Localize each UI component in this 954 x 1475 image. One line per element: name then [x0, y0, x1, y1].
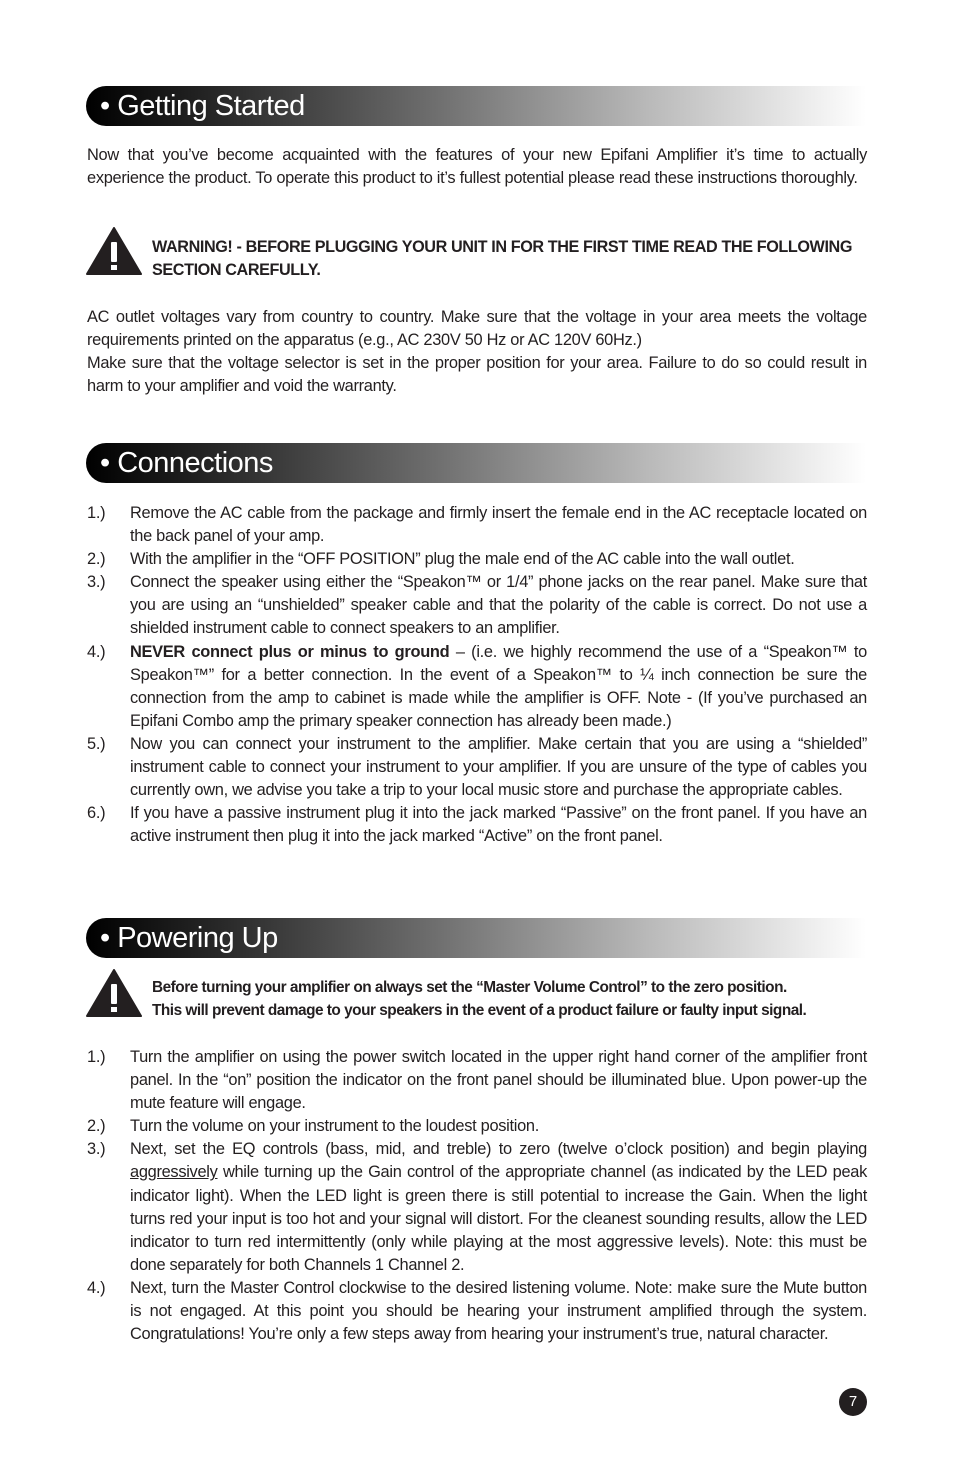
warning-first-use: WARNING! - BEFORE PLUGGING YOUR UNIT IN FOR THE FIRST TIME READ THE FOLLOWING SECTION CAREFULLY. [152, 238, 853, 279]
warning-triangle-icon [86, 226, 142, 276]
section-header-connections: • Connections [86, 443, 866, 483]
warning-master-volume [152, 976, 868, 1022]
list-item: 2.) With the amplifier in the “OFF POSITION” plug the male end of the AC cable into the wall outlet. [87, 550, 795, 569]
list-item: 3.) Connect the speaker using either the “Speakon™ or 1/4” phone jacks on the rear panel. Make sure that you are using an “unshielded” speaker cable and that the polarity of the cable is correct. Do not use a shielded instrument cable to connect speakers to an amplifier. [87, 573, 867, 638]
warning-line-1: Before turning your amplifier on always set the “Master Volume Control” to the zero position. [152, 979, 787, 996]
list-item: 2.) Turn the volume on your instrument to the loudest position. [87, 1117, 539, 1136]
voltage-note: AC outlet voltages vary from country to country. Make sure that the voltage in your area meets the voltage requirements printed on the apparatus (e.g., AC 230V 50 Hz or AC 120V 60Hz.) [87, 308, 867, 349]
section-header-powering-up: • Powering Up [86, 918, 866, 958]
list-item: 3.) Next, set the EQ controls (bass, mid, and treble) to zero (twelve o’clock position) and begin playing aggressively while turning up the Gain control of the appropriate channel (as indicated by the LED peak indicator light). When the LED light is green there is still potential to increase the Gain. When the light turns red your input is too hot and your signal will distort. For the cleanest sounding results, allow the LED indicator to turn red intermittently (only while playing at the most aggressive levels). Note: this must be done separately for both Channels 1 Channel 2. [87, 1140, 867, 1274]
voltage-selector-note: Make sure that the voltage selector is set in the proper position for your area. Failure to do so could result in harm to your amplifier and void the warranty. [87, 354, 867, 395]
list-item: 4.) NEVER connect plus or minus to ground – (i.e. we highly recommend the use of a “Speakon™ to Speakon™” for a better connection. In the event of a Speakon™ to ¼ inch connection be sure the connection from the amp to cabinet is made while the amplifier is OFF. Note - (If you’ve purchased an Epifani Combo amp the primary speaker connection has already been made.) [87, 642, 867, 730]
list-item: 4.) Next, turn the Master Control clockwise to the desired listening volume. Note: make sure the Mute button is not engaged. At this point you should be hearing your instrument amplified through the system. Congratulations! You’re only a few steps away from hearing your instrument’s true, natural character. [87, 1278, 867, 1344]
page-number: 7 [839, 1388, 867, 1416]
section-header-getting-started: • Getting Started [86, 86, 866, 126]
list-item: 1.) Turn the amplifier on using the power switch located in the upper right hand corner of the amplifier front panel. In the “on” position the indicator on the front panel should be illuminated blue. Upon power-up the mute feature will engage. [87, 1048, 867, 1113]
warning-triangle-icon [86, 968, 142, 1018]
getting-started-intro: Now that you’ve become acquainted with the features of your new Epifani Amplifier it’s time to actually experience the product. To operate this product to it’s fullest potential please read these instructions thoroughly. [87, 146, 867, 187]
aggressively-underlined: aggressively [130, 1163, 218, 1182]
warning-line-2: This will prevent damage to your speakers in the event of a product failure or faulty input signal. [152, 1002, 807, 1019]
ground-warning-emphasis: NEVER connect plus or minus to ground [130, 642, 450, 661]
connections-steps [87, 502, 867, 848]
list-item: 5.) Now you can connect your instrument to the amplifier. Make certain that you are using a “shielded” instrument cable to connect your instrument to your amplifier. If you are unsure of the type of cables you currently own, we advise you take a trip to your local music store and purchase the appropriate cables. [87, 734, 867, 800]
powering-up-steps [87, 1046, 867, 1346]
list-item: 6.) If you have a passive instrument plug it into the jack marked “Passive” on the front panel. If you have an active instrument then plug it into the jack marked “Active” on the front panel. [87, 804, 867, 846]
list-item: 1.) Remove the AC cable from the package and firmly insert the female end in the AC receptacle located on the back panel of your amp. [87, 504, 867, 546]
